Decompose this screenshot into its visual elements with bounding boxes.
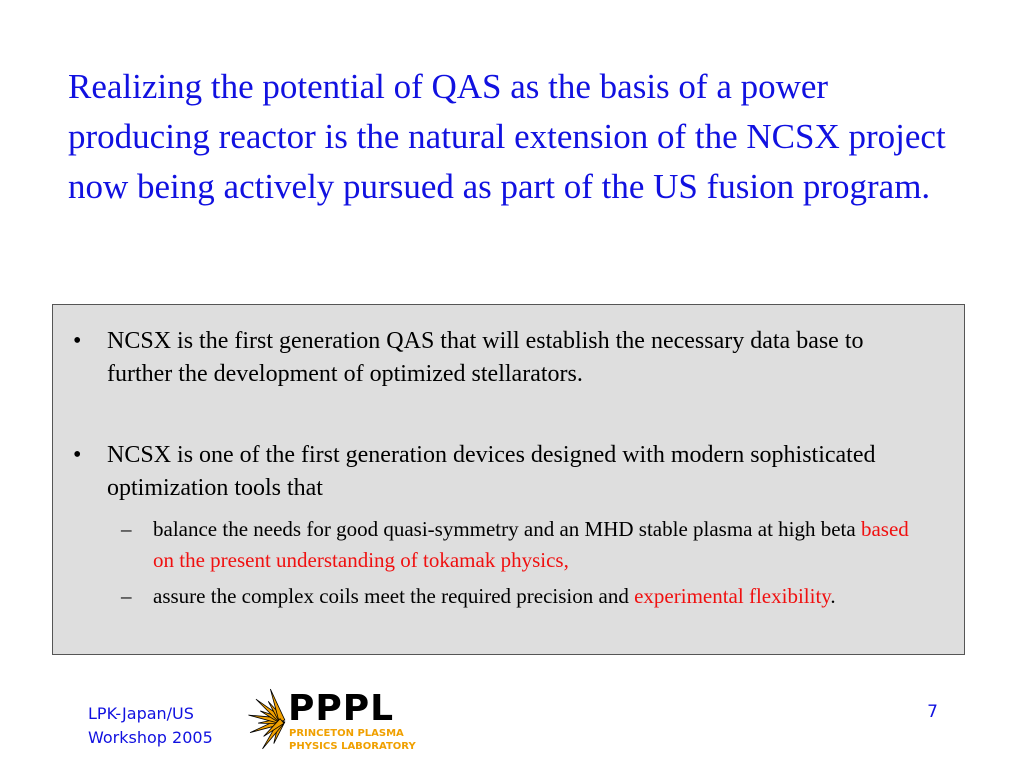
logo-wordmark: PPPL (288, 688, 395, 729)
logo-subtitle-line-1: PRINCETON PLASMA (289, 728, 404, 739)
sub-text-highlight: experimental flexibility (634, 584, 831, 608)
sub-bullet-mark: – (121, 517, 132, 541)
sub-bullet-mark: – (121, 584, 132, 608)
page-number: 7 (927, 702, 938, 722)
sub-text-highlight: based on the present understanding of tokamak physics, (153, 517, 909, 572)
bullet-item-1 (73, 325, 923, 391)
bullet-mark: • (73, 328, 82, 354)
sunburst-icon (249, 689, 285, 749)
logo-subtitle-line-2: PHYSICS LABORATORY (289, 741, 416, 752)
sub-text-end: . (830, 584, 836, 608)
sub-item-2 (121, 581, 911, 612)
bullet-mark: • (73, 442, 82, 468)
sub-text-plain: assure the complex coils meet the required precision and (153, 584, 635, 608)
sub-bullet-text (153, 581, 911, 612)
footer-event-line-2: Workshop 2005 (88, 728, 213, 747)
pppl-logo (242, 686, 416, 761)
sub-bullet-text (153, 514, 911, 576)
footer-event-line-1: LPK-Japan/US (88, 704, 194, 723)
bullet-text: NCSX is one of the first generation devices designed with modern sophisticated optimization tools that (107, 442, 876, 501)
bullet-text: NCSX is the first generation QAS that will establish the necessary data base to further the development of optimized stellarators. (107, 328, 864, 387)
footer-event (88, 702, 213, 750)
sub-text-plain: balance the needs for good quasi-symmetry and an MHD stable plasma at high beta (153, 517, 861, 541)
content-box (52, 304, 965, 655)
bullet-item-2 (73, 439, 923, 505)
sub-item-1 (121, 514, 911, 576)
slide-title: Realizing the potential of QAS as the basis of a power producing reactor is the natural extension of the NCSX project now being actively pursued as part of the US fusion program. (68, 67, 946, 206)
